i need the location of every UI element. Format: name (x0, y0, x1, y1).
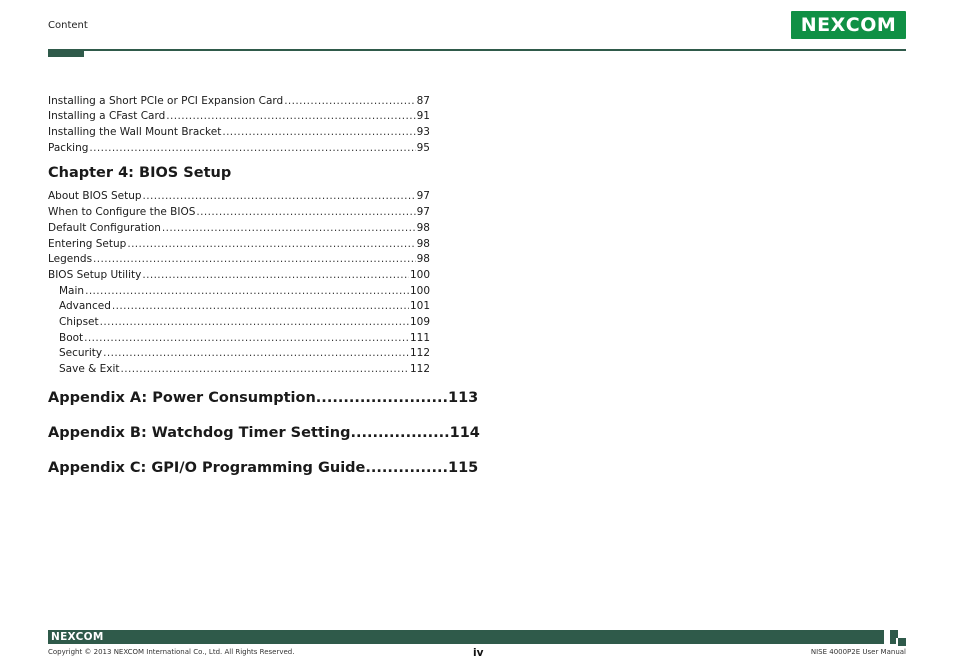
toc-leader (162, 222, 416, 234)
toc-entry-label: When to Configure the BIOS (48, 206, 196, 219)
logo-prefix: NE (800, 14, 831, 36)
toc-entry-page: 97 (416, 206, 430, 219)
toc-leader (222, 126, 415, 138)
toc-entry[interactable] (48, 218, 430, 234)
logo-suffix: COM (845, 14, 897, 36)
toc-entry[interactable] (48, 122, 430, 138)
toc-entry[interactable] (48, 107, 430, 123)
chapter-heading[interactable]: Chapter 4: BIOS Setup (48, 164, 232, 181)
header-section-title: Content (48, 20, 88, 31)
toc-subentry[interactable] (48, 312, 430, 328)
footer-corner-mark (890, 630, 898, 638)
toc-entry-label: Default Configuration (48, 221, 161, 234)
toc-leader (142, 269, 409, 281)
toc-entry[interactable] (48, 187, 430, 203)
footer-logo: NEXCOM (51, 631, 104, 643)
toc-entry-page: 87 (416, 94, 430, 107)
toc-entry-label: Packing (48, 141, 89, 154)
footer-manual-title: NISE 4000P2E User Manual (810, 648, 906, 656)
toc-entry-label: Installing the Wall Mount Bracket (48, 126, 222, 139)
toc-entry-page: 112 (409, 347, 430, 360)
toc-leader (127, 238, 415, 250)
toc-entry-page: 101 (409, 300, 430, 313)
footer-corner-mark (890, 638, 896, 644)
toc-entry-page: 93 (416, 126, 430, 139)
toc-leader (100, 316, 409, 328)
toc-entry-page: 109 (409, 315, 430, 328)
toc-entry[interactable] (48, 91, 430, 107)
toc-leader (284, 95, 415, 107)
header-tab-marker (48, 49, 84, 57)
toc-entry-label: Installing a CFast Card (48, 110, 166, 123)
toc-entry-label: Advanced (59, 300, 111, 313)
toc-leader (93, 253, 416, 265)
toc-leader (112, 300, 409, 312)
toc-subentry[interactable] (48, 297, 430, 313)
toc-entry-label: Security (59, 347, 103, 360)
appendix-a-heading[interactable]: Appendix A: Power Consumption........................113 (48, 390, 479, 406)
toc-leader (166, 110, 415, 122)
toc-entry[interactable] (48, 138, 430, 154)
logo-x: X (830, 14, 846, 36)
toc-subentry[interactable] (48, 328, 430, 344)
toc-leader (103, 347, 409, 359)
toc-entry-label: About BIOS Setup (48, 190, 142, 203)
appendix-b-heading[interactable]: Appendix B: Watchdog Timer Setting..................114 (48, 425, 480, 441)
toc-subentry[interactable] (48, 359, 430, 375)
toc-leader (84, 332, 409, 344)
toc-entry-label: Save & Exit (59, 363, 120, 375)
header-rule (48, 49, 906, 51)
toc-entry[interactable] (48, 250, 430, 266)
toc-entry[interactable] (48, 234, 430, 250)
toc-leader (85, 285, 409, 297)
toc-entry-page: 95 (416, 141, 430, 154)
footer-page-number: iv (473, 647, 484, 659)
toc-entry-page: 112 (409, 363, 430, 375)
toc-entry-page: 91 (416, 110, 430, 123)
toc-entry-page: 100 (409, 284, 430, 297)
toc-entry-label: Chipset (59, 315, 99, 328)
footer-corner-mark (898, 638, 906, 646)
toc-entry-page: 97 (416, 190, 430, 203)
nexcom-logo (791, 11, 906, 39)
toc-entry[interactable] (48, 265, 430, 281)
toc-entry-label: Main (59, 284, 85, 297)
toc-entry-page: 98 (416, 253, 430, 266)
toc-leader (121, 363, 409, 375)
toc-subentry[interactable] (48, 344, 430, 360)
toc-subentry[interactable] (48, 281, 430, 297)
toc-leader (196, 206, 415, 218)
toc-entry[interactable] (48, 202, 430, 218)
footer-copyright: Copyright © 2013 NEXCOM International Co., Ltd. All Rights Reserved. (48, 648, 295, 656)
toc-entry-page: 100 (409, 268, 430, 281)
appendix-c-heading[interactable]: Appendix C: GPI/O Programming Guide...............115 (48, 460, 479, 476)
toc-entry-page: 98 (416, 221, 430, 234)
toc-leader (143, 190, 416, 202)
toc-leader (89, 142, 415, 154)
table-of-contents (48, 91, 430, 375)
toc-entry-label: Boot (59, 331, 84, 344)
toc-entry-label: Entering Setup (48, 237, 127, 250)
toc-entry-label: Installing a Short PCIe or PCI Expansion Card (48, 94, 284, 107)
toc-entry-label: BIOS Setup Utility (48, 268, 142, 281)
toc-entry-page: 98 (416, 237, 430, 250)
footer-bar (48, 630, 884, 644)
toc-entry-label: Legends (48, 253, 93, 266)
toc-entry-page: 111 (409, 331, 430, 344)
